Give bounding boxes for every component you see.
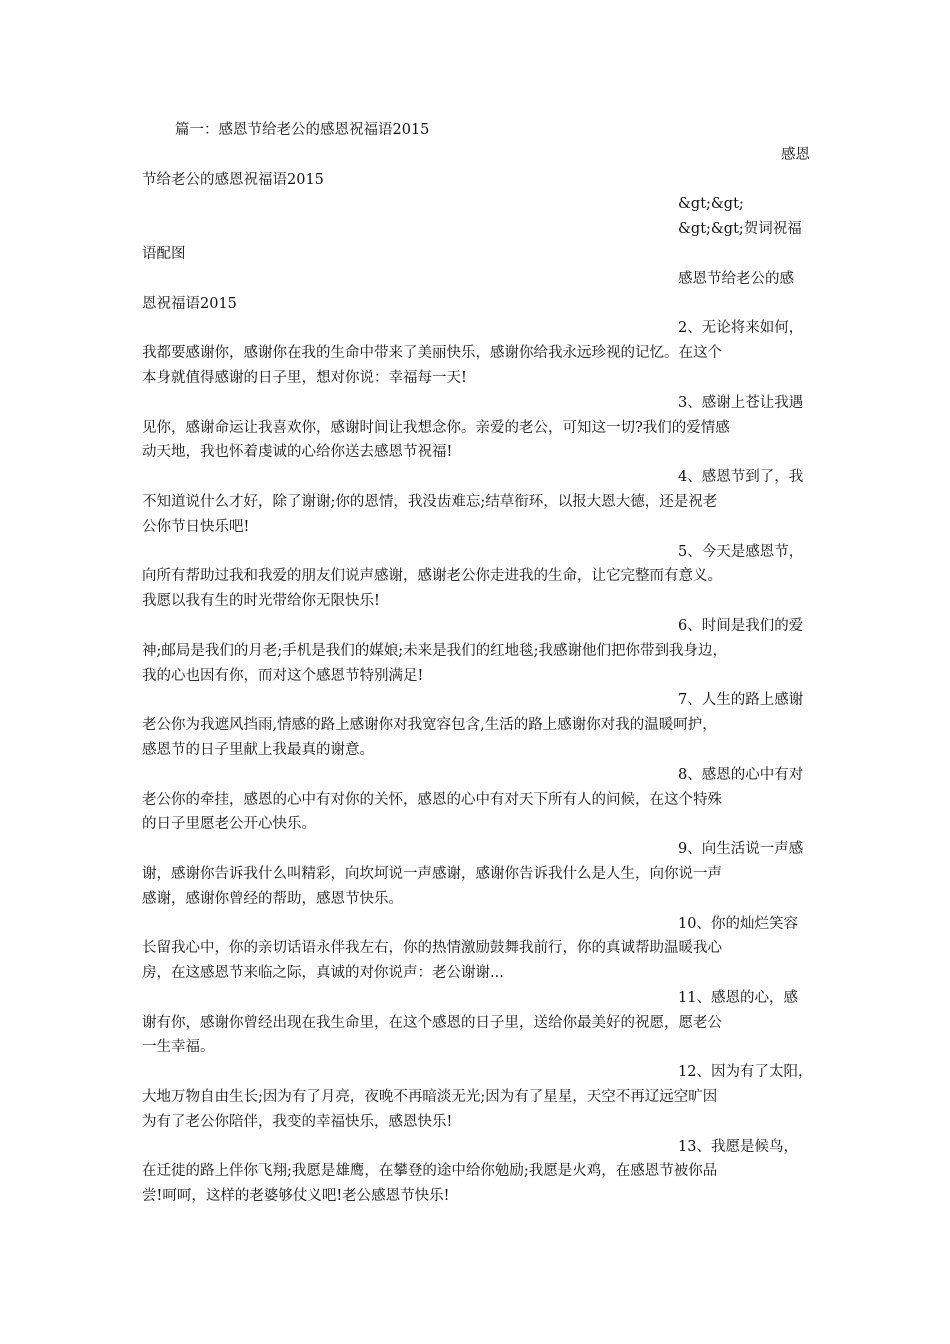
subtitle-cont: 恩祝福语2015	[142, 295, 237, 312]
gt-line-1: &gt;&gt;	[678, 196, 744, 213]
blessing-item-line: 公你节日快乐吧!	[142, 518, 250, 535]
blessing-item-line: 向所有帮助过我和我爱的朋友们说声感谢，感谢老公你走进我的生命，让它完整而有意义。	[142, 568, 722, 585]
blessing-item-lead: 8、感恩的心中有对	[678, 766, 804, 783]
blessing-item-line: 谢，感谢你告诉我什么叫精彩，向坎坷说一声感谢，感谢你告诉我什么是人生，向你说一声	[142, 865, 722, 882]
blessing-item-lead: 13、我愿是候鸟，	[678, 1138, 798, 1155]
blessing-item-line: 老公你的牵挂，感恩的心中有对你的关怀，感恩的心中有对天下所有人的问候，在这个特殊	[142, 791, 722, 808]
blessing-item-line: 一生幸福。	[142, 1039, 215, 1056]
blessing-item-line: 尝!呵呵，这样的老婆够仗义吧!老公感恩节快乐!	[142, 1188, 450, 1205]
blessing-item-lead: 3、感谢上苍让我遇	[678, 394, 804, 411]
blessing-item-lead: 11、感恩的心，感	[678, 989, 798, 1006]
blessing-item-line: 见你，感谢命运让我喜欢你，感谢时间让我想念你。亲爱的老公，可知这一切?我们的爱情感	[142, 419, 730, 436]
blessing-item-lead: 2、无论将来如何，	[678, 320, 804, 337]
blessing-item-line: 神;邮局是我们的月老;手机是我们的媒娘;未来是我们的红地毯;我感谢他们把你带到我身边，	[142, 642, 728, 659]
document-body	[142, 118, 813, 1209]
blessing-item-line: 大地万物自由生长;因为有了月亮，夜晚不再暗淡无光;因为有了星星，天空不再辽远空旷因	[142, 1089, 718, 1106]
gt-line-2: &gt;&gt;贺词祝福	[678, 221, 802, 238]
blessing-item-line: 感谢，感谢你曾经的帮助，感恩节快乐。	[142, 890, 403, 907]
subtitle-right: 感恩节给老公的感	[678, 270, 794, 287]
blessing-item-line: 谢有你，感谢你曾经出现在我生命里，在这个感恩的日子里，送给你最美好的祝愿，愿老公	[142, 1014, 722, 1031]
doc-title: 篇一：感恩节给老公的感恩祝福语2015	[175, 122, 430, 138]
blessing-item-lead: 4、感恩节到了，我	[678, 469, 804, 486]
blessing-item-line: 不知道说什么才好，除了谢谢;你的恩情，我没齿难忘;结草衔环，以报大恩大德，还是祝老	[142, 493, 718, 510]
blessing-item-line: 我都要感谢你，感谢你在我的生命中带来了美丽快乐，感谢你给我永远珍视的记忆。在这个	[142, 345, 722, 362]
blessing-item-line: 我愿以我有生的时光带给你无限快乐!	[142, 593, 380, 610]
blessing-item-line: 为有了老公你陪伴，我变的幸福快乐，感恩快乐!	[142, 1113, 453, 1130]
blessing-item-lead: 7、人生的路上感谢	[678, 692, 804, 709]
blessing-item-line: 我的心也因有你，而对这个感恩节特别满足!	[142, 667, 424, 684]
gt-line-2-cont: 语配图	[142, 245, 186, 262]
blessing-item-lead: 6、时间是我们的爱	[678, 617, 804, 634]
blessing-item-lead: 5、今天是感恩节，	[678, 543, 804, 560]
blessing-item-line: 本身就值得感谢的日子里，想对你说：幸福每一天!	[142, 369, 467, 386]
blessing-item-line: 动天地，我也怀着虔诚的心给你送去感恩节祝福!	[142, 444, 453, 461]
blessing-item-line: 的日子里愿老公开心快乐。	[142, 816, 316, 833]
doc-title-right: 感恩	[781, 146, 810, 163]
blessing-item-lead: 9、向生活说一声感	[678, 841, 804, 858]
blessing-item-line: 长留我心中，你的亲切话语永伴我左右，你的热情激励鼓舞我前行，你的真诚帮助温暖我心	[142, 940, 722, 957]
blessing-item-line: 在迁徙的路上伴你飞翔;我愿是雄鹰，在攀登的途中给你勉励;我愿是火鸡，在感恩节被你品	[142, 1163, 718, 1180]
blessing-item-line: 感恩节的日子里献上我最真的谢意。	[142, 741, 374, 758]
blessing-item-line: 房，在这感恩节来临之际，真诚的对你说声：老公谢谢...	[142, 965, 504, 982]
doc-title-cont: 节给老公的感恩祝福语2015	[142, 171, 324, 188]
blessing-list	[142, 316, 813, 1209]
blessing-item-lead: 12、因为有了太阳，	[678, 1064, 813, 1081]
blessing-item-line: 老公你为我遮风挡雨,情感的路上感谢你对我宽容包含,生活的路上感谢你对我的温暖呵护，	[142, 717, 717, 734]
blessing-item-lead: 10、你的灿烂笑容	[678, 915, 798, 932]
